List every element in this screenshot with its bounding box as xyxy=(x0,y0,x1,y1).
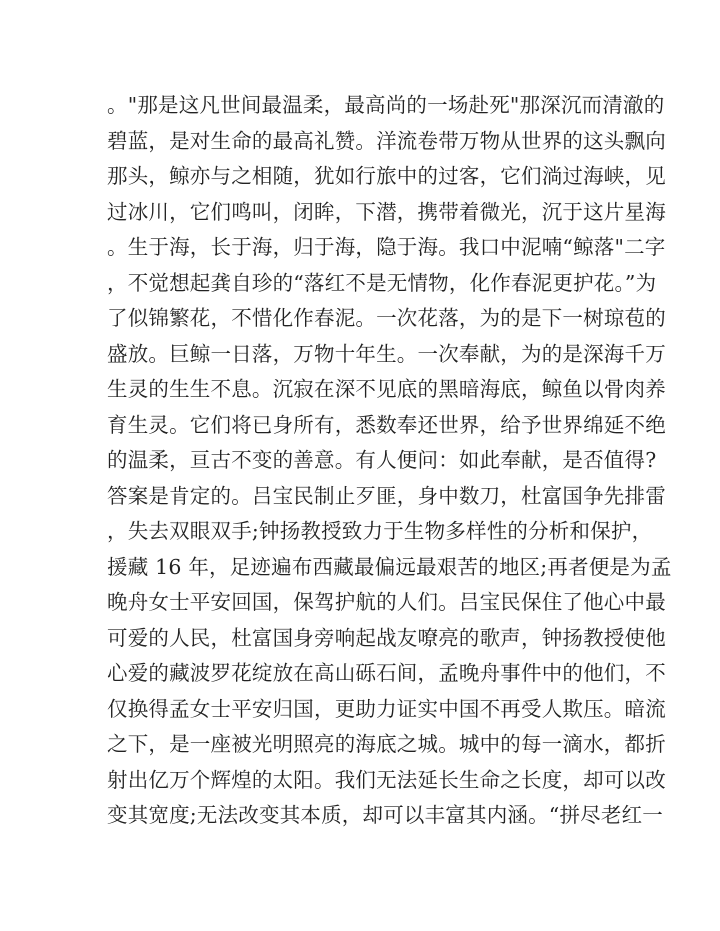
text-line: 答案是肯定的。吕宝民制止歹匪，身中数刀，杜富国争先排雷 xyxy=(107,483,666,508)
text-line: 的温柔，亘古不变的善意。有人便问：如此奉献，是否值得? xyxy=(107,448,657,472)
text-line: 援藏 16 年，足迹遍布西藏最偏远最艰苦的地区;再者便是为孟 xyxy=(107,554,672,579)
text-line: 盛放。巨鲸一日落，万物十年生。一次奉献，为的是深海千万 xyxy=(107,341,666,366)
document-body xyxy=(107,88,672,834)
text-line: ，失去双眼双手;钟扬教授致力于生物多样性的分析和保护， xyxy=(107,519,653,543)
text-line: 了似锦繁花，不惜化作春泥。一次花落，为的是下一树琼苞的 xyxy=(107,306,666,330)
text-line: 仅换得孟女士平安归国，更助力证实中国不再受人欺压。暗流 xyxy=(107,696,666,721)
text-line: 变其宽度;无法改变其本质，却可以丰富其内涵。“拼尽老红一 xyxy=(107,803,663,827)
text-line: 。生于海，长于海，归于海，隐于海。我口中泥喃“鲸落"二字 xyxy=(107,235,666,259)
text-line: 晚舟女士平安回国，保驾护航的人们。吕宝民保住了他心中最 xyxy=(107,590,666,614)
text-line: 生灵的生生不息。沉寂在深不见底的黑暗海底，鲸鱼以骨肉养 xyxy=(107,377,666,401)
text-line: 。"那是这凡世间最温柔，最高尚的一场赴死"那深沉而清澈的 xyxy=(107,93,665,117)
text-line: 碧蓝，是对生命的最高礼赞。洋流卷带万物从世界的这头飘向 xyxy=(107,128,666,153)
text-line: 可爱的人民，杜富国身旁响起战友嘹亮的歌声，钟扬教授使他 xyxy=(107,625,666,650)
text-line: 那头，鲸亦与之相随，犹如行旅中的过客，它们淌过海峡，见 xyxy=(107,164,666,188)
text-line: 之下，是一座被光明照亮的海底之城。城中的每一滴水，都折 xyxy=(107,732,666,756)
text-line: ，不觉想起龚自珍的“落红不是无情物，化作春泥更护花。”为 xyxy=(107,270,657,295)
text-line: 射出亿万个辉煌的太阳。我们无法延长生命之长度，却可以改 xyxy=(107,767,666,792)
text-line: 心爱的藏波罗花绽放在高山砾石间，孟晚舟事件中的他们，不 xyxy=(107,661,666,685)
text-line: 过冰川，它们鸣叫，闭眸，下潜，携带着微光，沉于这片星海 xyxy=(107,199,666,224)
text-line: 育生灵。它们将已身所有，悉数奉还世界，给予世界绵延不绝 xyxy=(107,412,666,437)
